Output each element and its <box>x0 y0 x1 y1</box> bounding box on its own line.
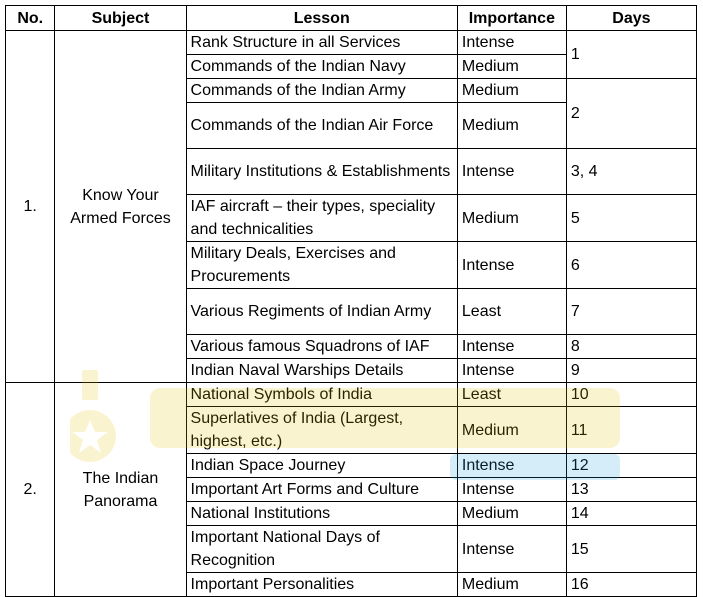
lesson-cell: Important Personalities <box>186 573 457 597</box>
header-no: No. <box>6 6 55 31</box>
group-number: 1. <box>6 31 55 383</box>
importance-cell: Least <box>457 383 566 407</box>
days-cell: 5 <box>566 195 696 242</box>
days-cell: 2 <box>566 79 696 149</box>
lesson-cell: National Symbols of India <box>186 383 457 407</box>
days-cell: 3, 4 <box>566 149 696 195</box>
days-cell: 1 <box>566 31 696 79</box>
group-number: 2. <box>6 383 55 597</box>
days-cell: 6 <box>566 242 696 289</box>
importance-cell: Medium <box>457 79 566 103</box>
importance-cell: Intense <box>457 454 566 478</box>
days-cell: 15 <box>566 526 696 573</box>
importance-cell: Medium <box>457 195 566 242</box>
header-row <box>6 6 697 31</box>
days-cell: 11 <box>566 407 696 454</box>
importance-cell: Intense <box>457 335 566 359</box>
importance-cell: Medium <box>457 103 566 149</box>
lesson-cell: National Institutions <box>186 502 457 526</box>
lesson-cell: Superlatives of India (Largest, highest, etc.) <box>186 407 457 454</box>
lesson-cell: Indian Naval Warships Details <box>186 359 457 383</box>
days-cell: 9 <box>566 359 696 383</box>
importance-cell: Least <box>457 289 566 335</box>
lesson-cell: Rank Structure in all Services <box>186 31 457 55</box>
days-cell: 8 <box>566 335 696 359</box>
study-plan-table <box>5 5 697 597</box>
header-lesson: Lesson <box>186 6 457 31</box>
group-subject: Know Your Armed Forces <box>55 31 186 383</box>
importance-cell: Medium <box>457 573 566 597</box>
importance-cell: Intense <box>457 478 566 502</box>
days-cell: 12 <box>566 454 696 478</box>
importance-cell: Intense <box>457 359 566 383</box>
header-importance: Importance <box>457 6 566 31</box>
lesson-cell: Military Institutions & Establishments <box>186 149 457 195</box>
lesson-cell: Various famous Squadrons of IAF <box>186 335 457 359</box>
importance-cell: Intense <box>457 31 566 55</box>
importance-cell: Medium <box>457 407 566 454</box>
header-days: Days <box>566 6 696 31</box>
days-cell: 13 <box>566 478 696 502</box>
lesson-cell: Indian Space Journey <box>186 454 457 478</box>
lesson-cell: Commands of the Indian Air Force <box>186 103 457 149</box>
importance-cell: Intense <box>457 149 566 195</box>
table-row <box>6 31 697 55</box>
days-cell: 10 <box>566 383 696 407</box>
lesson-cell: Important Art Forms and Culture <box>186 478 457 502</box>
header-subject: Subject <box>55 6 186 31</box>
days-cell: 7 <box>566 289 696 335</box>
importance-cell: Intense <box>457 526 566 573</box>
importance-cell: Medium <box>457 502 566 526</box>
lesson-cell: Military Deals, Exercises and Procurements <box>186 242 457 289</box>
lesson-cell: Various Regiments of Indian Army <box>186 289 457 335</box>
days-cell: 16 <box>566 573 696 597</box>
lesson-cell: Commands of the Indian Army <box>186 79 457 103</box>
group-subject: The Indian Panorama <box>55 383 186 597</box>
importance-cell: Intense <box>457 242 566 289</box>
lesson-cell: Commands of the Indian Navy <box>186 55 457 79</box>
table-row <box>6 383 697 407</box>
days-cell: 14 <box>566 502 696 526</box>
lesson-cell: IAF aircraft – their types, speciality and technicalities <box>186 195 457 242</box>
lesson-cell: Important National Days of Recognition <box>186 526 457 573</box>
importance-cell: Medium <box>457 55 566 79</box>
